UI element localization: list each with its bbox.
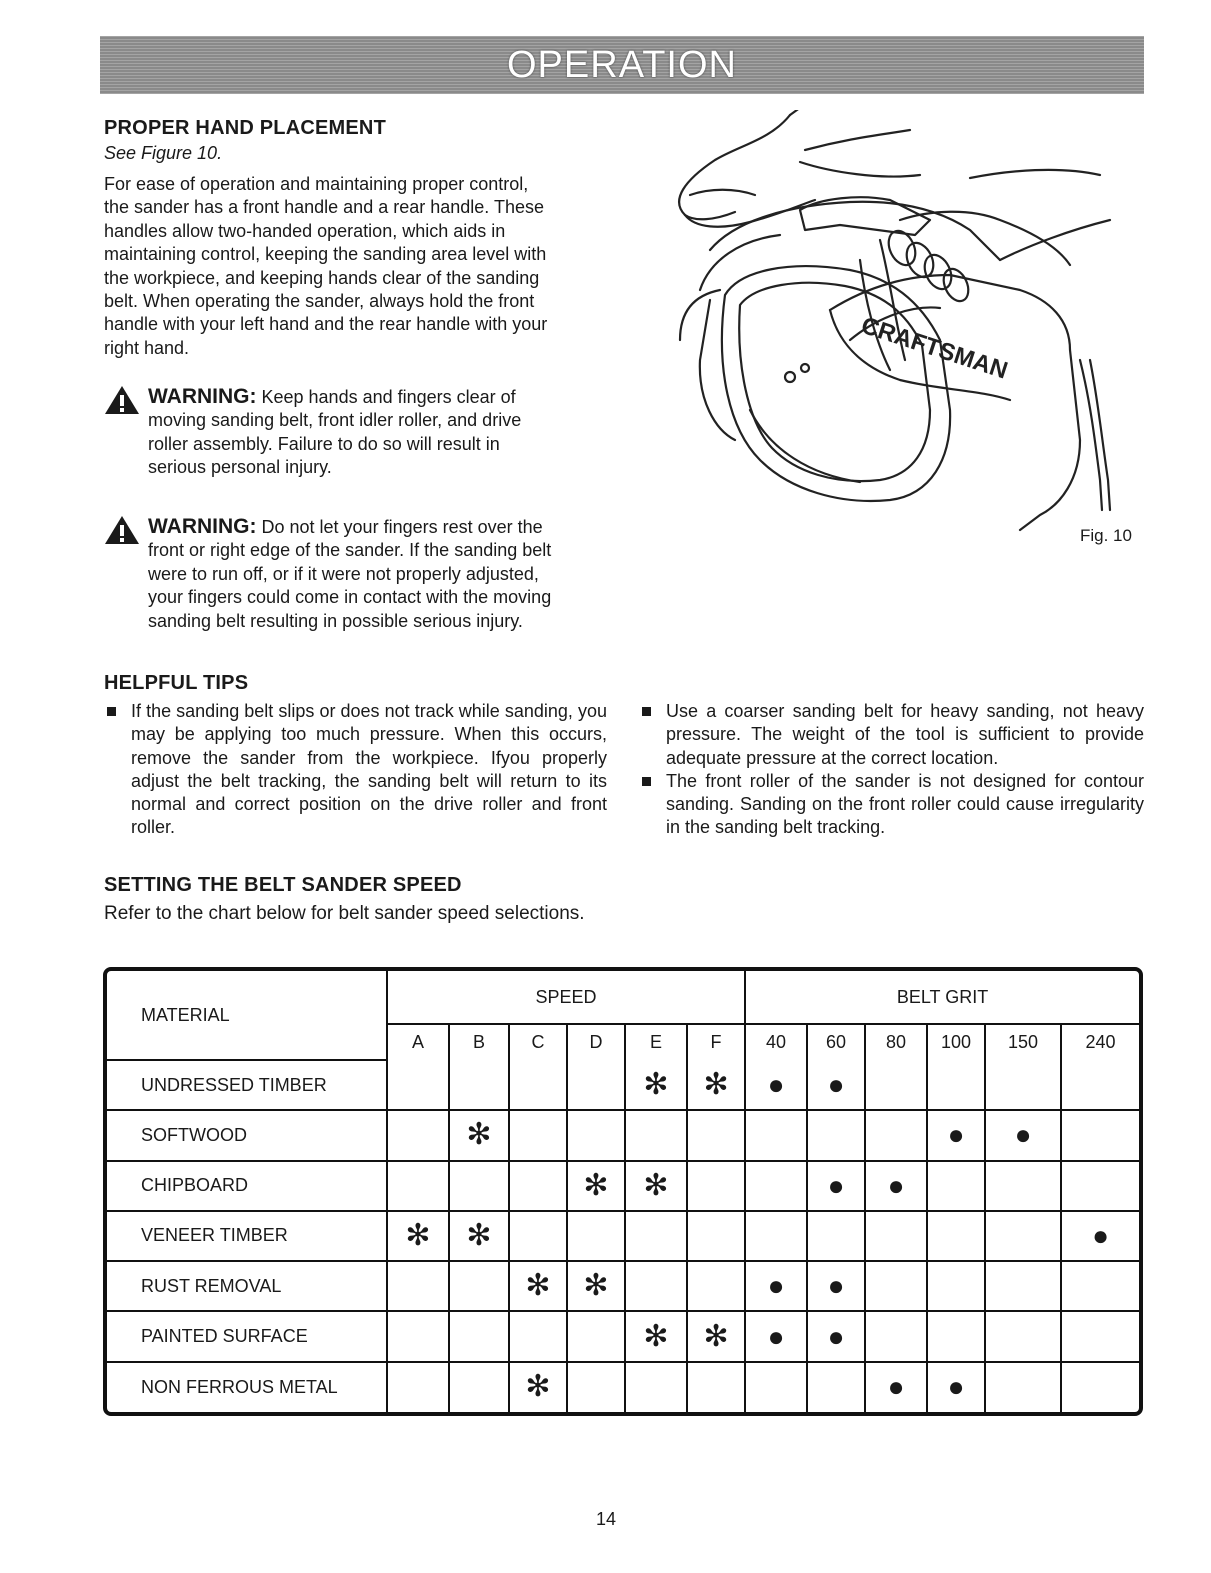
table-cell [927, 1261, 985, 1311]
paragraph-line: maintaining control, keeping the sanding area level with [104, 244, 547, 265]
page-number: 14 [596, 1509, 617, 1529]
table-cell [625, 1211, 687, 1261]
table-cell [387, 1161, 449, 1211]
table-cell [865, 1060, 927, 1110]
table-cell [449, 1060, 509, 1110]
warning-line: serious personal injury. [148, 457, 332, 478]
table-row [107, 1261, 1139, 1311]
speed-star-mark: ✻ [625, 1161, 687, 1211]
table-cell [509, 1060, 567, 1110]
grit-dot-mark: ● [745, 1261, 807, 1311]
grit-dot-mark: ● [745, 1311, 807, 1361]
table-row [107, 1060, 1139, 1110]
speed-star-mark: ✻ [625, 1060, 687, 1110]
table-cell [985, 1211, 1061, 1261]
material-name: RUST REMOVAL [107, 1261, 387, 1311]
material-name: CHIPBOARD [107, 1161, 387, 1211]
table-cell [927, 1060, 985, 1110]
figure-label: Fig. 10 [1080, 526, 1132, 545]
table-cell [745, 1161, 807, 1211]
table-cell [449, 1311, 509, 1361]
table-cell [985, 1311, 1061, 1361]
speed-column-header: C [509, 1024, 567, 1060]
warning-first-line: Do not let your fingers rest over the [256, 517, 543, 537]
table-cell [449, 1362, 509, 1412]
speed-grit-table [107, 971, 1139, 1412]
table-cell [745, 1362, 807, 1412]
material-name: NON FERROUS METAL [107, 1362, 387, 1412]
paragraph-line: the sander has a front handle and a rear handle. These [104, 197, 544, 218]
grit-dot-mark: ● [865, 1362, 927, 1412]
grit-dot-mark: ● [807, 1311, 865, 1361]
warning-keyword: WARNING: [148, 515, 257, 538]
grit-dot-mark: ● [985, 1110, 1061, 1160]
paragraph-line: handles allow two-handed operation, which aids in [104, 220, 506, 241]
banner-title: OPERATION [507, 43, 737, 86]
list-item: Use a coarser sanding belt for heavy sanding, not heavy pressure. The weight of the tool is sufficient to provide adequate pressure at the correct location. [642, 700, 1144, 770]
tips-list-right [642, 700, 1144, 840]
list-item: If the sanding belt slips or does not track while sanding, you may be applying too much pressure. When this occurs, remove the sander from the workpiece. Ifyou properly adjust the belt tracking, the sanding belt will return to its normal and correct position on the drive roller and front roller. [107, 700, 607, 840]
grit-column-header: 80 [865, 1024, 927, 1060]
bullet-square-icon [107, 707, 116, 716]
grit-column-header: 240 [1061, 1024, 1139, 1060]
speed-column-header: E [625, 1024, 687, 1060]
table-row [107, 1362, 1139, 1412]
table-cell [687, 1211, 745, 1261]
table-cell [509, 1211, 567, 1261]
warning-triangle-icon [104, 515, 140, 545]
table-cell [865, 1110, 927, 1160]
speed-column-header: F [687, 1024, 745, 1060]
table-cell [387, 1060, 449, 1110]
table-cell [567, 1110, 625, 1160]
hand-placement-paragraph [104, 173, 614, 360]
list-item: The front roller of the sander is not designed for contour sanding. Sanding on the front roller could cause irregularity in the sanding belt tracking. [642, 770, 1144, 840]
bullet-square-icon [642, 707, 651, 716]
table-cell [625, 1362, 687, 1412]
table-row [107, 1311, 1139, 1361]
paragraph-line: handle with your left hand and the rear handle with your [104, 314, 548, 335]
table-cell [1061, 1060, 1139, 1110]
table-row [107, 1110, 1139, 1160]
table-cell [927, 1311, 985, 1361]
table-cell [567, 1362, 625, 1412]
table-cell [387, 1311, 449, 1361]
grit-dot-mark: ● [1061, 1211, 1139, 1261]
table-cell [387, 1261, 449, 1311]
speed-section-intro: Refer to the chart below for belt sander speed selections. [104, 903, 585, 924]
speed-grit-chart [103, 967, 1143, 1416]
table-cell [865, 1311, 927, 1361]
table-cell [985, 1161, 1061, 1211]
table-cell [449, 1161, 509, 1211]
speed-star-mark: ✻ [687, 1060, 745, 1110]
table-cell [865, 1211, 927, 1261]
belt-sander-hand-placement-illustration [640, 110, 1120, 540]
grit-column-header: 40 [745, 1024, 807, 1060]
table-cell [1061, 1161, 1139, 1211]
brand-lettering: CRAFTSMAN [857, 311, 1011, 385]
warning-line: sanding belt resulting in possible serious injury. [148, 610, 523, 631]
grit-dot-mark: ● [807, 1261, 865, 1311]
table-row [107, 1211, 1139, 1261]
material-column-header: MATERIAL [107, 971, 387, 1060]
table-cell [625, 1110, 687, 1160]
table-cell [1061, 1311, 1139, 1361]
speed-column-header: B [449, 1024, 509, 1060]
table-cell [509, 1161, 567, 1211]
warning-line: moving sanding belt, front idler roller, and drive [148, 410, 522, 431]
warning-block [148, 515, 618, 633]
table-cell [865, 1261, 927, 1311]
material-name: UNDRESSED TIMBER [107, 1060, 387, 1110]
table-cell [985, 1060, 1061, 1110]
speed-star-mark: ✻ [567, 1161, 625, 1211]
speed-star-mark: ✻ [449, 1211, 509, 1261]
table-cell [985, 1362, 1061, 1412]
table-cell [509, 1311, 567, 1361]
paragraph-line: belt. When operating the sander, always hold the front [104, 291, 535, 312]
grit-dot-mark: ● [807, 1060, 865, 1110]
table-cell [387, 1110, 449, 1160]
speed-star-mark: ✻ [625, 1311, 687, 1361]
grit-dot-mark: ● [865, 1161, 927, 1211]
tips-list-left [107, 700, 607, 840]
warning-line: your fingers could come in contact with the moving [148, 587, 552, 608]
grit-dot-mark: ● [927, 1110, 985, 1160]
table-cell [807, 1211, 865, 1261]
speed-star-mark: ✻ [509, 1261, 567, 1311]
material-name: PAINTED SURFACE [107, 1311, 387, 1361]
table-cell [387, 1362, 449, 1412]
grit-column-header: 150 [985, 1024, 1061, 1060]
table-row [107, 1161, 1139, 1211]
see-figure-note: See Figure 10. [104, 143, 223, 163]
speed-column-header: A [387, 1024, 449, 1060]
speed-section-heading: SETTING THE BELT SANDER SPEED [104, 874, 462, 896]
table-cell [449, 1261, 509, 1311]
grit-dot-mark: ● [807, 1161, 865, 1211]
speed-star-mark: ✻ [687, 1311, 745, 1361]
table-cell [687, 1261, 745, 1311]
table-cell [807, 1110, 865, 1160]
grit-dot-mark: ● [745, 1060, 807, 1110]
section-banner [100, 36, 1144, 94]
speed-star-mark: ✻ [509, 1362, 567, 1412]
speed-star-mark: ✻ [387, 1211, 449, 1261]
table-cell [745, 1110, 807, 1160]
paragraph-line: the workpiece, and keeping hands clear of the sanding [104, 267, 540, 288]
table-cell [745, 1211, 807, 1261]
table-cell [1061, 1110, 1139, 1160]
grit-dot-mark: ● [927, 1362, 985, 1412]
material-name: SOFTWOOD [107, 1110, 387, 1160]
speed-group-header: SPEED [387, 971, 745, 1024]
warning-line: were to run off, or if it were not properly adjusted, [148, 563, 539, 584]
table-cell [927, 1161, 985, 1211]
hand-placement-heading: PROPER HAND PLACEMENT [104, 117, 386, 139]
speed-star-mark: ✻ [567, 1261, 625, 1311]
warning-first-line: Keep hands and fingers clear of [256, 387, 516, 407]
material-name: VENEER TIMBER [107, 1211, 387, 1261]
warning-block [148, 385, 618, 480]
speed-column-header: D [567, 1024, 625, 1060]
grit-column-header: 100 [927, 1024, 985, 1060]
table-cell [985, 1261, 1061, 1311]
grit-column-header: 60 [807, 1024, 865, 1060]
table-cell [509, 1110, 567, 1160]
table-cell [687, 1110, 745, 1160]
belt-grit-group-header: BELT GRIT [745, 971, 1139, 1024]
warning-line: roller assembly. Failure to do so will result in [148, 433, 500, 454]
table-cell [687, 1362, 745, 1412]
table-cell [1061, 1362, 1139, 1412]
warning-line: front or right edge of the sander. If the sanding belt [148, 540, 552, 561]
paragraph-line: For ease of operation and maintaining proper control, [104, 174, 529, 194]
warning-keyword: WARNING: [148, 385, 257, 408]
bullet-square-icon [642, 777, 651, 786]
table-cell [625, 1261, 687, 1311]
table-cell [567, 1311, 625, 1361]
table-cell [1061, 1261, 1139, 1311]
helpful-tips-heading: HELPFUL TIPS [104, 672, 249, 694]
paragraph-line: right hand. [104, 337, 190, 358]
speed-star-mark: ✻ [449, 1110, 509, 1160]
table-cell [807, 1362, 865, 1412]
table-cell [927, 1211, 985, 1261]
table-cell [567, 1060, 625, 1110]
warning-triangle-icon [104, 385, 140, 415]
table-cell [687, 1161, 745, 1211]
table-cell [567, 1211, 625, 1261]
